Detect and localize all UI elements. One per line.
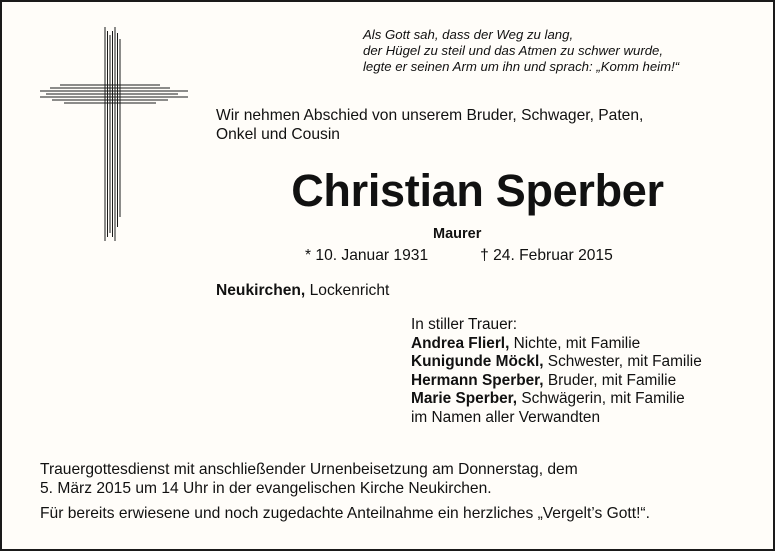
memorial-verse: [363, 27, 679, 76]
mourner-relation: Schwägerin, mit Familie: [517, 390, 685, 408]
farewell-intro: [216, 106, 643, 144]
mourner-entry: [411, 353, 702, 372]
intro-line: Onkel und Cousin: [216, 126, 340, 143]
residence: [216, 282, 389, 300]
mourner-entry: [411, 390, 702, 409]
life-dates: [305, 247, 613, 265]
residence-secondary: Lockenricht: [305, 282, 390, 299]
deceased-name: Christian Sperber: [291, 165, 664, 216]
mourners-closing: im Namen aller Verwandten: [411, 408, 601, 426]
verse-line: der Hügel zu steil und das Atmen zu schwer wurde,: [363, 43, 664, 59]
funeral-service-info: [40, 460, 578, 498]
birth-date: * 10. Januar 1931: [305, 247, 429, 264]
verse-line: Als Gott sah, dass der Weg zu lang,: [363, 27, 574, 42]
thanks-note: Für bereits erwiesene und noch zugedachte Anteilnahme ein herzliches „Vergelt’s Gott!“.: [40, 505, 650, 522]
death-date: † 24. Februar 2015: [480, 247, 613, 264]
mourners-list: [411, 316, 702, 428]
deceased-occupation: Maurer: [433, 226, 482, 242]
service-line: Trauergottesdienst mit anschließender Urnenbeisetzung am Donnerstag, dem: [40, 461, 578, 478]
residence-primary: Neukirchen,: [216, 282, 306, 299]
mourner-name: Andrea Flierl,: [411, 334, 510, 352]
mourner-relation: Nichte, mit Familie: [509, 334, 641, 352]
mourner-name: Hermann Sperber,: [411, 371, 544, 389]
mourner-name: Marie Sperber,: [411, 390, 518, 408]
mourner-relation: Schwester, mit Familie: [543, 353, 702, 371]
service-line: 5. März 2015 um 14 Uhr in der evangelischen Kirche Neukirchen.: [40, 480, 492, 498]
verse-line: legte er seinen Arm um ihn und sprach: „Komm heim!“: [363, 59, 680, 75]
intro-line: Wir nehmen Abschied von unserem Bruder, Schwager, Paten,: [216, 107, 644, 124]
mourner-entry: [411, 335, 702, 354]
mourner-name: Kunigunde Möckl,: [411, 353, 544, 371]
mourner-relation: Bruder, mit Familie: [543, 371, 677, 389]
mourner-entry: [411, 372, 702, 391]
mourners-heading: In stiller Trauer:: [411, 316, 518, 333]
